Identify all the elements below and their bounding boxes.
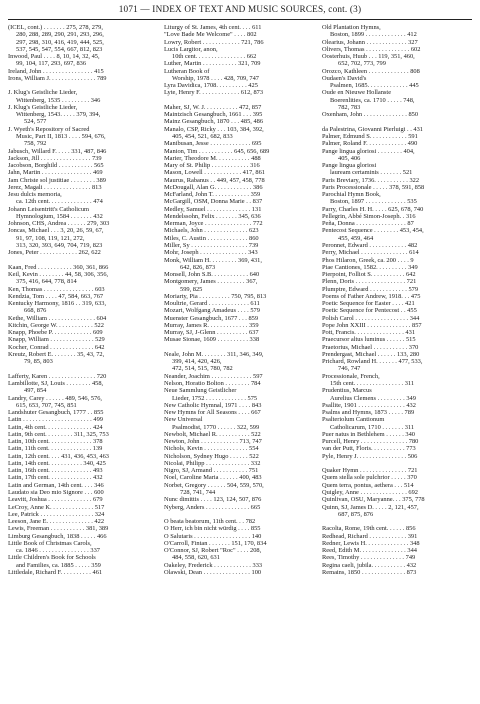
index-entry-continuation: Catholicarum, 1710 . . . . . . . 311 [330, 423, 415, 431]
index-entry: Mendelssohn, Felix . . . . . . . 345, 636 [164, 212, 261, 220]
index-entry: da Palestrina, Giovanni Pierluigi . . 431 [322, 125, 423, 133]
index-entry: Nyberg, Anders . . . . . . . . . . . . . . 665 [164, 503, 261, 511]
index-entry: Irons, William J. . . . . . . . . . . . . . . 789 [8, 74, 107, 82]
index-entry: McGargill, OSM, Donna Marie . . 837 [164, 198, 263, 206]
index-entry: Latin, 12th cent. . . . 431, 436, 453, 463 [8, 452, 109, 460]
index-entry: O beata beatorum, 11th cent. . . 782 [164, 518, 256, 526]
index-entry: Kitchin, George W. . . . . . . . . . . . 522 [8, 321, 104, 329]
index-entry-continuation: 652, 702, 773, 799 [338, 60, 386, 68]
index-entry: Ireland, John . . . . . . . . . . . . . . . . 415 [8, 67, 104, 75]
index-entry: Lowry, Robert . . . . . . . . . . . . 721, 786 [164, 38, 264, 46]
index-entry-continuation: 280, 288, 289, 290, 291, 293, 296, [16, 31, 104, 39]
index-entry: Quaker Hymn . . . . . . . . . . . . . . . 721 [322, 467, 418, 475]
index-entry: Kaan, Fred . . . . . . . . . . . 360, 361, 866 [8, 263, 109, 271]
index-entry: Manalo, CSP, Ricky . . . 103, 384, 392, [164, 125, 264, 133]
index-entry: Mary of St. Philip . . . . . . . . . . . . 316 [164, 162, 260, 170]
index-entry-continuation: 399, 414, 420, 426, [172, 358, 222, 366]
index-entry: Inwood, Paul . . . . 8, 10, 14, 32, 45, [8, 53, 100, 61]
index-entry: Lee, Patrick . . . . . . . . . . . . . . . . . 324 [8, 510, 105, 518]
index-entry: Leavitt, Joshua . . . . . . . . . . . . . . 679 [8, 496, 103, 504]
index-entry: Psalteriolum Cantionum [322, 416, 385, 424]
entry-spacer [8, 365, 156, 372]
index-entry: Littledale, Richard F. . . . . . . . . . 461 [8, 568, 103, 576]
index-entry: Mason, Lowell . . . . . . . . . . . . 417, 861 [164, 169, 266, 177]
index-entry: Knapp, Phoebe P. . . . . . . . . . . . . 609 [8, 329, 103, 337]
entry-spacer [322, 118, 470, 125]
index-entry-continuation: 758, 792 [24, 140, 47, 148]
index-entry: Poetic Sequence for Easter . . . . 421 [322, 300, 415, 308]
index-entry: Remains, 1850 . . . . . . . . . . . . . . 873 [322, 568, 417, 576]
index-entry: Quinlivan, OSU, Maryanne. . . 375, 778 [322, 496, 425, 504]
index-entry: Maurus, Rabanus . . 449, 457, 458, 778 [164, 176, 265, 184]
index-entry: McDougall, Alan G. . . . . . . . . . . . 386 [164, 183, 263, 191]
index-entry: Perry, Michael . . . . . . . . . . . . . . . 614 [322, 249, 419, 257]
index-entry-continuation: 537, 545, 547, 554, 667, 812, 823 [16, 45, 103, 53]
index-entry: Plumptre, Edward . . . . . . . . . . . . 579 [322, 285, 419, 293]
index-entry: Latin, 11th cent. . . . . . . . . . . . . . 139 [8, 445, 103, 453]
index-entry: Jackson, Jill . . . . . . . . . . . . . . . . 739 [8, 154, 102, 162]
index-entry-continuation: 782, 783 [338, 103, 361, 111]
index-entry: Little Children's Book for Schools [8, 554, 96, 562]
entry-spacer [322, 518, 470, 525]
index-column-3 [322, 24, 470, 576]
index-entry: Phos Hilaron, Greek, ca. 200 . . . . 9 [322, 256, 414, 264]
index-entry-continuation: ca. 1846 . . . . . . . . . . . . . . . . 337 [16, 547, 100, 555]
index-entry: Quem terra, pontus, aethera . . . 514 [322, 481, 414, 489]
index-entry-continuation: 10th cent. . . . . . . . . . . . . . . . 662 [172, 53, 257, 61]
index-entry: New Hymns for All Seasons . . . . 667 [164, 409, 261, 417]
index-entry: Pierpoint, Folliot S. . . . . . . . . . . 642 [322, 271, 416, 279]
index-entry: New Universal [164, 416, 203, 424]
index-entry: Muenster Gesangbuch, 1677 . . . 859 [164, 314, 259, 322]
index-entry: Medley, Samuel . . . . . . . . . . . . . . 131 [164, 205, 262, 213]
index-entry: Pentecost Sequence . . . . . . . . 453, 454, [322, 227, 424, 235]
index-entry: Latin and German, 14th cent. . . . 346 [8, 481, 104, 489]
index-entry: O Herr, ich bin nicht würdig . . . . 855 [164, 525, 261, 533]
index-entry: Kentucky Harmony, 1816 . . 319, 633, [8, 300, 107, 308]
index-entry-continuation: ca. 12th cent. . . . . . . . . . . . . . 474 [16, 198, 103, 206]
index-entry: Lucis Largitor, anon, [164, 45, 218, 53]
index-entry: Jerez, Magali . . . . . . . . . . . . . . . 813 [8, 183, 102, 191]
index-entry: Latin, 16th cent. . . . . . . . . . . . . . 493 [8, 467, 103, 475]
index-entry: Oakeley, Frederick . . . . . . . . . . . . 333 [164, 561, 263, 569]
index-entry: Mozart, Wolfgang Amadeus . . . . 579 [164, 307, 260, 315]
index-entry-continuation: 455, 459, 464 [338, 234, 374, 242]
index-entry: Lewis, Freeman . . . . . . . . . . . 381, 389 [8, 525, 109, 533]
index-entry: Laudato sia Deo mio Signore . . . 600 [8, 489, 104, 496]
index-entry: J. Klug's Geistliche Lieder, [8, 103, 78, 111]
index-entry-continuation: 375, 416, 644, 778, 814 [16, 278, 77, 286]
index-entry-continuation: 79, 85, 803 [24, 358, 53, 366]
entry-spacer [164, 97, 312, 104]
index-entry: Quem stella sole pulchrior . . . . . 370 [322, 474, 417, 482]
index-entry-continuation: Worship, 1978 . . . . 428, 709, 747 [172, 74, 259, 82]
index-entry: Peronnet, Edward . . . . . . . . . . . . 482 [322, 241, 418, 249]
index-entry: Redner, Lewis H. . . . . . . . . . . . . . 348 [322, 539, 420, 547]
index-entry-continuation: 91, 97, 108, 119, 121, 272, [16, 234, 85, 242]
index-entry: Paris Processionale . . . . . 378, 591, 858 [322, 183, 425, 191]
index-entry: Plenn, Doris . . . . . . . . . . . . . . . . 721 [322, 278, 417, 286]
entry-spacer [164, 344, 312, 351]
index-entry: Pellegrin, Abbé Simon-Joseph. . 316 [322, 212, 416, 220]
index-entry: Jacobson, Borghild . . . . . . . . . . . 565 [8, 162, 104, 170]
index-entry: Merman, Joyce . . . . . . . . . . . . . . . 772 [164, 220, 263, 228]
index-entry: van der Putt, Floris. . . . . . . . . . . 773 [322, 445, 416, 453]
index-entry: Lutheran Book of [164, 67, 210, 75]
index-entry: Mohr, Joseph . . . . . . . . . . . . . . . 343 [164, 249, 258, 257]
index-entry: Orozco, Kathleen . . . . . . . . . . . . . 808 [322, 67, 420, 75]
index-entry: Norbet, Gregory . . . . . . 504, 559, 570, [164, 481, 264, 489]
index-entry: Jones, Peter . . . . . . . . . . . . 262, 622 [8, 249, 101, 257]
header-rule [8, 19, 472, 20]
index-entry: Michaels, John . . . . . . . . . . . . . . 623 [164, 227, 259, 235]
index-entry: "Love Bade Me Welcome" . . . . 802 [164, 31, 257, 39]
index-entry: Oude en Nieuwe Hollanste [322, 89, 392, 97]
index-entry-continuation: Psalmen, 1685. . . . . . . . . . . . . 445 [330, 82, 419, 90]
index-entry: Murray, James R. . . . . . . . . . . . . 359 [164, 321, 259, 329]
index-entry: New Catholic Hymnal, 1971 . . . . 843 [164, 401, 262, 409]
index-entry: Neale, John M. . . . . . . . 311, 346, 349, [164, 350, 264, 358]
index-entry-continuation: and Families, ca. 1885 . . . . . 359 [16, 561, 101, 569]
index-entry-continuation: Boston, 1899 . . . . . . . . . . . . . 412 [330, 31, 417, 39]
index-entry: Nelson, Horatio Bolton . . . . . . . . 784 [164, 380, 261, 388]
index-entry: Puer natus in Bethlehem . . . . . . 340 [322, 430, 416, 438]
index-entry-continuation: 313, 320, 393, 649, 704, 719, 823 [16, 241, 103, 249]
index-entry: Nunc dimittis . . . . 123, 124, 507, 876 [164, 496, 262, 504]
index-entry: Nigro, SJ, Armand . . . . . . . . . . . 751 [164, 467, 259, 475]
index-entry: Racolta, Rome, 19th cent. . . . . . 856 [322, 525, 416, 533]
index-entry: Kendzia, Tom . . . . 47, 584, 663, 767 [8, 292, 104, 300]
index-entry-continuation: Music, Part II, 1813 . . . . 594, 676, [16, 132, 106, 140]
index-entry: Little Book of Christmas Carols, [8, 539, 92, 547]
index-entry: Old Plantation Hymns, [322, 24, 381, 31]
index-entry: Maher, SJ, W. J. . . . . . . . . . . 472, 857 [164, 103, 262, 111]
index-entry: Poetic Sequence for Pentecost . . 455 [322, 307, 417, 315]
index-entry: Jesu dulcis memoria, [8, 191, 62, 199]
index-entry: Neander, Joachim . . . . . . . . . . . . . 597 [164, 372, 263, 380]
index-entry: Olawski, Dean . . . . . . . . . . . . . . . 100 [164, 568, 262, 576]
index-entry: Redhead, Richard . . . . . . . . . . . . 391 [322, 532, 418, 540]
index-entry: Moriarty, Pia . . . . . . . . . . 750, 795, 813 [164, 292, 267, 300]
index-entry: Regina caeli, jubila. . . . . . . . . . . 432 [322, 561, 417, 569]
index-entry: Keil, Kevin . . . . . . . . 44, 58, 306, 356, [8, 271, 109, 279]
index-entry: Pyle, Henry J. . . . . . . . . . . . . . . . 506 [322, 452, 418, 460]
index-entry: Palmer, Edmund S. . . . . . . . . . . . 591 [322, 132, 418, 140]
index-entry: Rees, Timothy . . . . . . . . . . . . . . 749 [322, 554, 416, 562]
index-entry: Moultrie, Gerard . . . . . . . . . . . . . 611 [164, 300, 260, 308]
index-entry-continuation: 484, 558, 620, 631 [172, 554, 220, 562]
index-entry-continuation: 642, 826, 873 [180, 263, 216, 271]
index-entry: Polish Carol . . . . . . . . . . . . . . . . . 344 [322, 314, 420, 322]
index-entry-continuation: 297, 298, 310, 416, 419, 444, 525, [16, 38, 104, 46]
index-entry: Paris Breviary, 1736. . . . . . . . . . . 322 [322, 176, 420, 184]
index-entry: Monsell, John S.B. . . . . . . . . . . . 640 [164, 271, 260, 279]
index-entry-continuation: 615, 653, 707, 745, 851 [16, 401, 77, 409]
index-entry: Leeson, Jane E. . . . . . . . . . . . . . . 422 [8, 518, 105, 526]
entry-spacer [164, 511, 312, 518]
index-entry: Prendergast, Michael . . . . . . 133, 280 [322, 350, 420, 358]
index-entry: Johnson, CHS, Andrea . . . . . . 279, 303 [8, 220, 110, 228]
index-entry: McFarland, John T. . . . . . . . . . . . 359 [164, 191, 261, 199]
index-entry: Landshuter Gesangbuch, 1777 . . 855 [8, 409, 104, 417]
index-entry: Kocher, Conrad . . . . . . . . . . . . . . 642 [8, 343, 105, 351]
entry-spacer [8, 257, 156, 264]
index-entry: J. Klug's Geistliche Lieder, [8, 89, 78, 97]
index-entry: (ICEL, cont.) . . . . . . . 275, 278, 279, [8, 24, 103, 31]
index-entry: Praetorius, Michael . . . . . . . . . . . 370 [322, 343, 419, 351]
index-entry: Nichols, Kevin . . . . . . . . . . . . . . 554 [164, 445, 259, 453]
index-entry: O'Carroll, Fintan . . . . . . . 151, 170, 834 [164, 539, 267, 547]
index-entry: Maintzisch Gesangbuch, 1661 . . . 395 [164, 111, 263, 119]
index-entry: Latin, 4th cent. . . . . . . . . . . . . . . 424 [8, 423, 103, 431]
index-entry: Ken, Thomas . . . . . . . . . . . . . . . . 603 [8, 285, 105, 293]
index-entry: Latin . . . . . . . . . . . . . . . . . . . . . . 499 [8, 416, 103, 424]
index-entry: Jam Christe sol justitiae . . . . . . . . 389 [8, 176, 106, 184]
index-entry: Musae Sionae, 1609 . . . . . . . . . . 338 [164, 336, 260, 344]
index-entry: Prudentius, Marcus [322, 387, 372, 395]
index-entry: Latin, 14th cent. . . . . . . . . . . 340, 425 [8, 459, 106, 467]
index-entry: Montgomery, James . . . . . . . . . 367, [164, 278, 258, 286]
index-entry: Kethe, William . . . . . . . . . . . . . . . 604 [8, 314, 107, 322]
index-entry: Liturgy of St. James, 4th cent. . . . 611 [164, 24, 262, 31]
index-column-2 [164, 24, 312, 576]
index-entry-continuation: Lieder, 1752 . . . . . . . . . . . . . 575 [172, 394, 258, 402]
index-entry-continuation: Boston, 1897 . . . . . . . . . . . . . 535 [330, 198, 417, 206]
index-entry-continuation: 524, 577 [24, 118, 47, 126]
index-entry-continuation: Aurelius Clemens . . . . . . . . . 349 [330, 394, 416, 402]
index-entry-continuation: 15th cent. . . . . . . . . . . . . . . . 311 [330, 380, 415, 388]
index-entry: Johann Leisentritt's Catholicum [8, 205, 90, 213]
index-entry: Poems of Father Andrew, 1918. . . 475 [322, 292, 421, 300]
index-entry-continuation: 668, 876 [24, 307, 47, 315]
page-header: 1071 — INDEX OF TEXT AND MUSIC SOURCES, cont. (3) [118, 4, 362, 14]
index-entry: Neue Sammlung Geistlicher [164, 387, 237, 395]
index-entry-continuation: 99, 104, 117, 293, 697, 836 [16, 60, 87, 68]
index-entry-continuation: Wittenberg, 1543. . . . . 379, 394, [16, 111, 101, 119]
index-entry: Oudaen's David's [322, 74, 367, 82]
index-entry: Parochial Hymn Book, [322, 191, 381, 199]
index-entry: Joncas, Michael . . . 3, 20, 26, 59, 67, [8, 227, 104, 235]
index-entry: Luther, Martin . . . . . . . . . . . 321, 709 [164, 60, 261, 68]
index-entry: Latin, 10th cent. . . . . . . . . . . . . . 378 [8, 438, 103, 446]
index-entry-continuation: 687, 875, 876 [338, 510, 374, 518]
index-entry: Limburg Gesangbuch, 1838 . . . . . 466 [8, 532, 107, 540]
index-entry: Olivers, Thomas . . . . . . . . . . . . . . 602 [322, 45, 421, 53]
index-entry-continuation: 746, 747 [338, 365, 361, 373]
index-entry: Nicholson, Sydney Hugo . . . . . . 522 [164, 452, 259, 460]
index-entry: Psallite, 1901 . . . . . . . . . . . . . . . 432 [322, 401, 416, 409]
index-entry: Pott, Francis. . . . . . . . . . . . . . . . 431 [322, 329, 416, 337]
index-entry: Manibusan, Jesse . . . . . . . . . . . . . 695 [164, 140, 262, 148]
index-entry: Lambillotte, SJ, Louis . . . . . . . . 458, [8, 380, 104, 388]
index-entry: Oosterhuis, Huub . . . 119, 351, 460, [322, 53, 415, 61]
index-entry: Praecursor altus luminus . . . . . . 515 [322, 336, 416, 344]
index-entry: Palmer, Roland F. . . . . . . . . . . . . 490 [322, 140, 418, 148]
index-entry-continuation: 405, 454, 521, 682, 833 [172, 132, 233, 140]
index-entry: O'Connor, SJ, Robert "Roc" . . . . 208, [164, 547, 262, 555]
index-entry: Olearius, Johann . . . . . . . . . . . . . 327 [322, 38, 418, 46]
index-entry: Quigley, Anne . . . . . . . . . . . . . . . 692 [322, 489, 418, 496]
index-entry: Manion, Tim . . . . . . . . . . . 645, 656, 689 [164, 147, 270, 155]
entry-spacer [8, 82, 156, 89]
index-entry: Jabusch, Willard F. . . . . 331, 487, 846 [8, 147, 107, 155]
index-entry: Lafferty, Karen . . . . . . . . . . . . . . . 720 [8, 372, 107, 380]
index-entry-continuation: Hymnologium, 1584 . . . . . . . 432 [16, 212, 103, 220]
index-column-1 [8, 24, 156, 576]
index-entry-continuation: lauream certaminis . . . . . . . 521 [330, 169, 413, 177]
index-entry-continuation: Boerenlities, ca. 1710 . . . . . 748, [330, 96, 415, 104]
index-entry: Mainz Gesangbuch, 1870 . . . 485, 486 [164, 118, 264, 126]
index-entry: Prichard, Rowland H. . . . . . . 477, 533, [322, 358, 423, 366]
index-entry: Landry, Carey . . . . . . 489, 546, 576, [8, 394, 103, 402]
index-entry: Purcell, Henry . . . . . . . . . . . . . . . 780 [322, 438, 419, 446]
index-entry: Knapp, William . . . . . . . . . . . . . . 529 [8, 336, 105, 344]
index-entry-continuation: 497, 854 [24, 387, 47, 395]
index-entry: Newton, John . . . . . . . . . . . . 713, 747 [164, 438, 262, 446]
index-entry-continuation: 728, 741, 744 [180, 489, 216, 496]
index-entry: Quinn, SJ, James D. . . . . 2, 121, 457, [322, 503, 419, 511]
index-entry: Piae Cantiones, 1582. . . . . . . . . . 349 [322, 263, 418, 271]
index-entry: Pange lingua gloriosi . . . . . . . . 404, [322, 147, 415, 155]
index-entry: Monk, William H. . . . . . . . . 369, 431, [164, 256, 262, 264]
index-entry-continuation: Wittenberg, 1535 . . . . . . . . . 346 [16, 96, 101, 104]
index-entry: Murray, SJ, J-Glenn . . . . . . . . . . 637 [164, 329, 259, 337]
index-entry: Reed, Edith M. . . . . . . . . . . . . . . 344 [322, 547, 417, 555]
index-entry: Lyra Davidica, 1708. . . . . . . . . . 425 [164, 82, 258, 90]
index-entry: Latin, 17th cent. . . . . . . . . . . . . . 432 [8, 474, 103, 482]
index-entry: Marier, Theodore M. . . . . . . . . . . 488 [164, 154, 261, 162]
index-entry: Latin, 9th cent. . . . . . . . . 311, 325, 753 [8, 430, 109, 438]
index-entry: Kreutz, Robert E. . . . . . . . 35, 43, 72, [8, 350, 105, 358]
index-entry-continuation: 599, 825 [180, 285, 203, 293]
index-entry-continuation: Psalmodist, 1770 . . . . . . 322, 599 [172, 423, 260, 431]
index-entry-continuation: 405, 406 [338, 154, 361, 162]
index-entry: Lyte, Henry F. . . . . . . . . . . . . 612, 873 [164, 89, 264, 97]
index-entry: J. Wyeth's Repository of Sacred [8, 125, 90, 133]
index-entry: Jahn, Martin . . . . . . . . . . . . . . . . 469 [8, 169, 103, 177]
index-entry: Pange lingua gloriosi [322, 162, 377, 170]
index-entry: Noel, Caroline Maria . . . . . . 400, 483 [164, 474, 262, 482]
index-entry: Newbolt, Michael R. . . . . . . . . . . 522 [164, 430, 261, 438]
index-entry: O Salutaris . . . . . . . . . . . . . . . . . . 140 [164, 532, 262, 540]
index-entry: Oxenham, John . . . . . . . . . . . . . . 850 [322, 111, 419, 119]
index-entry: Psalms and Hymns, 1873 . . . . . 789 [322, 409, 415, 417]
entry-spacer [322, 460, 470, 467]
index-entry: Miles, C. Austin . . . . . . . . . . . . . 860 [164, 234, 259, 242]
index-entry: Pope John XXIII . . . . . . . . . . . . . . 857 [322, 321, 422, 329]
index-entry-continuation: 472, 514, 515, 780, 782 [172, 365, 233, 373]
index-entry: LeCroy, Anne K. . . . . . . . . . . . . . 517 [8, 503, 105, 511]
index-entry: Processionale, French, [322, 372, 380, 380]
index-entry: Parry, Charles H. H. . . . . 625, 678, 740 [322, 205, 424, 213]
index-entry: Peña, Donna . . . . . . . . . . . . . . . . 87 [322, 220, 414, 228]
index-entry: Miller, Sy . . . . . . . . . . . . . . . . . . 739 [164, 241, 259, 249]
index-entry: Nicolai, Philipp . . . . . . . . . . . . . . 332 [164, 459, 261, 467]
